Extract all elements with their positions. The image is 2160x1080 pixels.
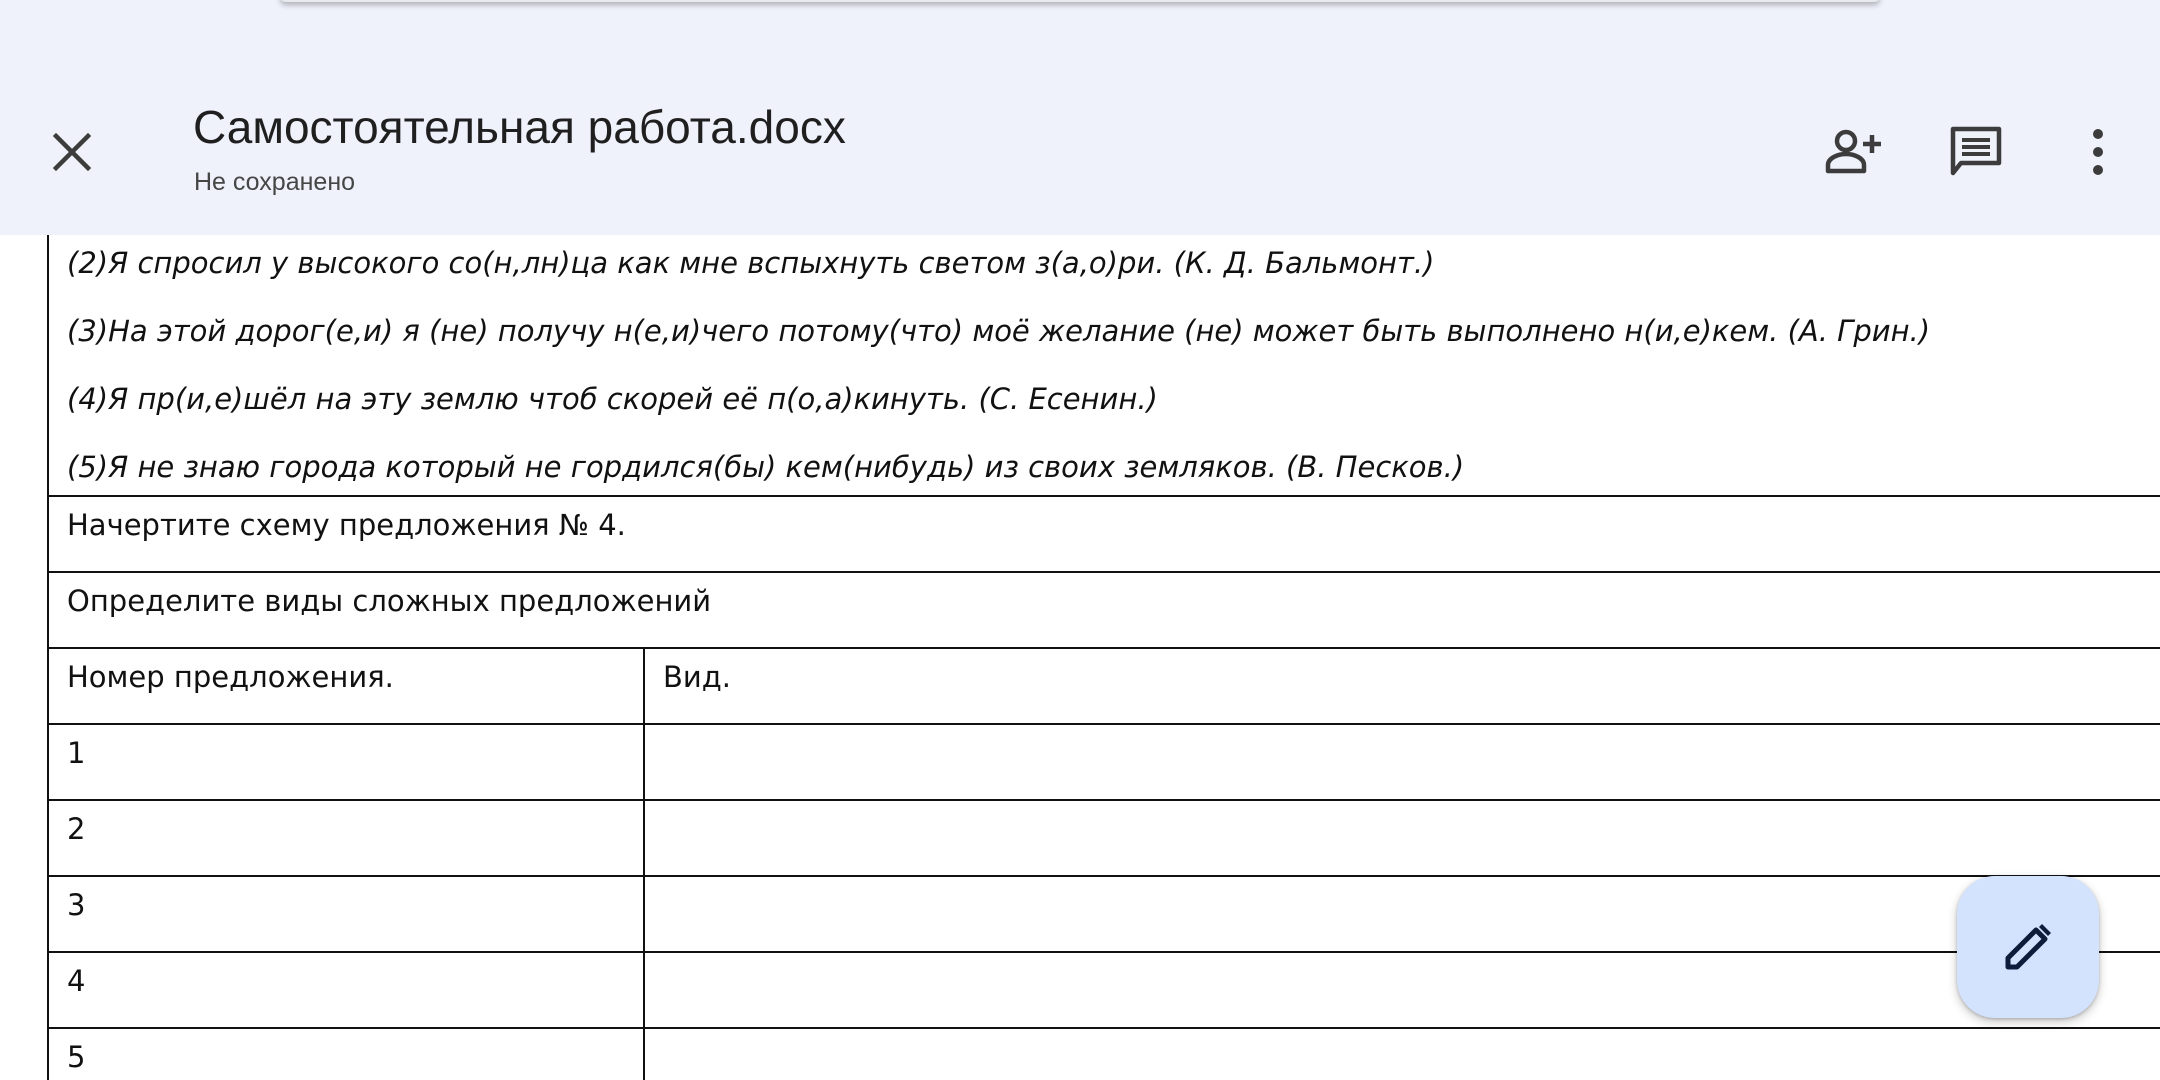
header-sentence-number[interactable]: Номер предложения. <box>48 648 644 724</box>
row-type-cell[interactable] <box>644 1028 2160 1080</box>
row-type-cell[interactable] <box>644 800 2160 876</box>
person-add-icon <box>1824 127 1884 177</box>
row-number-cell[interactable]: 3 <box>48 876 644 952</box>
sentence-5: (5)Я не знаю города который не гордился(бы) кем(нибудь) из своих земляков. (В. Песков.) <box>67 450 1465 484</box>
more-options-button[interactable] <box>2062 116 2134 188</box>
share-button[interactable] <box>1818 116 1890 188</box>
table-row <box>48 876 2160 952</box>
comment-icon <box>1949 125 2003 179</box>
table-row <box>48 1028 2160 1080</box>
close-icon <box>52 132 92 172</box>
table-row <box>48 952 2160 1028</box>
worksheet-table <box>47 235 2160 1080</box>
save-status: Не сохранено <box>194 168 356 196</box>
comments-button[interactable] <box>1940 116 2012 188</box>
sentence-3: (3)На этой дорог(е,и) я (не) получу н(е,и)чего потому(что) моё желание (не) может быть выполнено н(и,е)кем. (А. Грин.) <box>67 314 1931 348</box>
document-title: Самостоятельная работа.docx <box>193 101 846 153</box>
task-scheme-row <box>48 496 2160 572</box>
row-number-cell[interactable]: 2 <box>48 800 644 876</box>
row-number-cell[interactable]: 1 <box>48 724 644 800</box>
row-type-cell[interactable] <box>644 876 2160 952</box>
top-sheet-shadow <box>280 0 1880 2</box>
app-header <box>0 0 2160 235</box>
row-type-cell[interactable] <box>644 724 2160 800</box>
table-row <box>48 724 2160 800</box>
edit-fab-button[interactable] <box>1957 876 2099 1018</box>
header-type[interactable]: Вид. <box>644 648 2160 724</box>
close-button[interactable] <box>42 122 102 182</box>
row-type-cell[interactable] <box>644 952 2160 1028</box>
sentences-cell[interactable] <box>48 235 2160 496</box>
sentences-row <box>48 235 2160 496</box>
task-types-row <box>48 572 2160 648</box>
task-scheme-cell[interactable]: Начертите схему предложения № 4. <box>48 496 2160 572</box>
edit-pencil-icon <box>2002 921 2054 973</box>
sentence-2: (2)Я спросил у высокого со(н,лн)ца как мне вспыхнуть светом з(а,о)ри. (К. Д. Бальмонт.) <box>67 246 1435 280</box>
table-header-row <box>48 648 2160 724</box>
sentence-4: (4)Я пр(и,е)шёл на эту землю чтоб скорей её п(о,а)кинуть. (С. Есенин.) <box>67 382 1158 416</box>
document-body[interactable] <box>0 235 2160 1080</box>
more-vert-icon <box>2091 128 2105 176</box>
row-number-cell[interactable]: 4 <box>48 952 644 1028</box>
task-types-cell[interactable]: Определите виды сложных предложений <box>48 572 2160 648</box>
table-row <box>48 800 2160 876</box>
row-number-cell[interactable]: 5 <box>48 1028 644 1080</box>
